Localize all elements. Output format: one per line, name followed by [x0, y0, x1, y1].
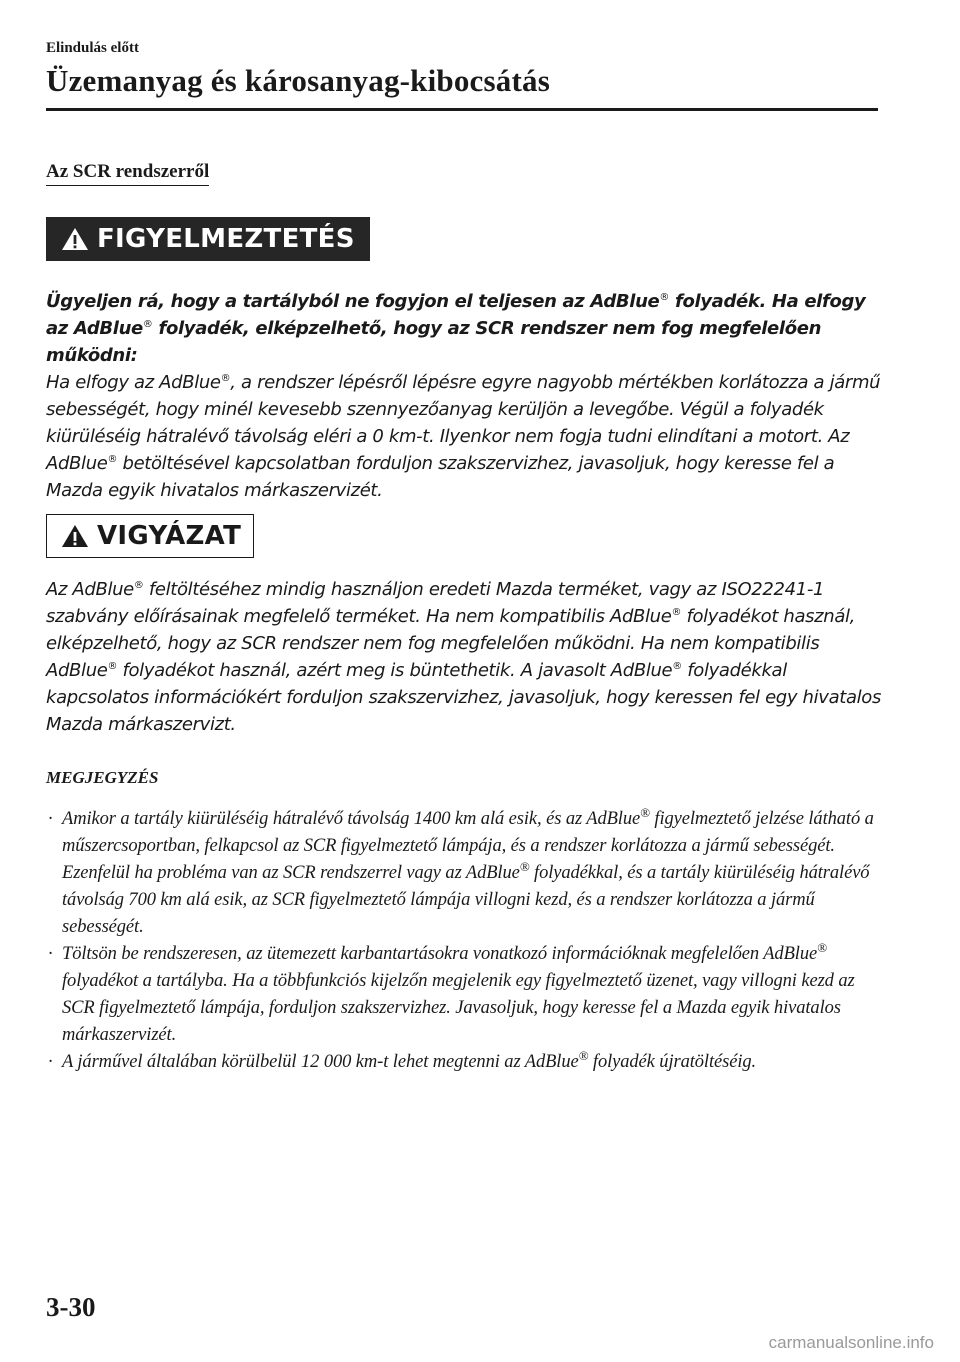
warning-text-3: betöltésével kapcsolatban forduljon szakszervizhez, javasoljuk, hogy keresse fel a Mazda egyik hivatalos márkaszervizét. [46, 453, 835, 501]
note-item-text: Amikor a tartály kiürüléséig hátralévő távolság 1400 km alá esik, és az AdBlue [62, 809, 641, 829]
registered-mark: ® [133, 580, 144, 591]
registered-mark: ® [107, 661, 118, 672]
registered-mark: ® [659, 292, 670, 303]
caution-text-1: Az AdBlue [46, 579, 134, 600]
note-item-text: folyadékot a tartályba. Ha a többfunkciós kijelzőn megjelenik egy figyelmeztető üzenet, vagy villogni kezd az SCR figyelmeztető lámpája, forduljon szakszervizhez. Javasoljuk, hogy keresse fel a Mazda egyik hivatalos márkaszervizét. [62, 971, 855, 1045]
subsection-title: Az SCR rendszerről [46, 161, 209, 186]
note-list [46, 806, 878, 1076]
registered-mark: ® [817, 939, 827, 955]
registered-mark: ® [142, 319, 153, 330]
warning-text [46, 288, 886, 504]
note-title: MEGJEGYZÉS [46, 768, 159, 787]
note-item-text: folyadék újratöltéséig. [588, 1052, 757, 1072]
page-header [46, 40, 878, 99]
page-number: 3-30 [46, 1292, 96, 1322]
list-item [46, 941, 878, 1049]
section-label: Elindulás előtt [46, 40, 139, 56]
note-item-text: folyadékkal, és a tartály kiürüléséig hátralévő távolság 700 km alá esik, az SCR figyelmeztető lámpája villogni kezd, és a rendszer korlátozza a jármű sebességét. [62, 863, 870, 937]
caution-text-2: feltöltéséhez mindig használjon eredeti Mazda terméket, vagy az ISO22241-1 szabvány előírásainak megfelelő terméket. Ha nem kompatibilis AdBlue [46, 579, 825, 627]
registered-mark: ® [107, 454, 118, 465]
bullet: · [48, 1052, 53, 1072]
bullet: · [48, 809, 53, 829]
page-title: Üzemanyag és károsanyag-kibocsátás [46, 63, 550, 98]
note-item-text: A járművel általában körülbelül 12 000 km-t lehet megtenni az AdBlue [62, 1052, 579, 1072]
registered-mark: ® [672, 661, 682, 672]
registered-mark: ® [671, 607, 682, 618]
header-divider [46, 108, 878, 111]
warning-label: FIGYELMEZTETÉS [97, 224, 355, 254]
registered-mark: ® [519, 858, 530, 874]
list-item [46, 806, 878, 941]
watermark: carmanualsonline.info [768, 1333, 934, 1352]
list-item [46, 1049, 878, 1076]
bullet: · [48, 944, 53, 964]
caution-text-3: folyadékot használ, elképzelhető, hogy az SCR rendszer nem fog megfelelően működni. Ha nem kompatibilis AdBlue [46, 606, 856, 681]
caution-label: VIGYÁZAT [97, 521, 242, 551]
registered-mark: ® [578, 1047, 589, 1063]
warning-banner [46, 217, 370, 261]
note-item-text: figyelmeztető jelzése látható a műszercsoportban, felkapcsol az SCR figyelmeztető lámpája, és a rendszer korlátozza a jármű sebességét. Ezenfelül ha probléma van az SCR rendszerrel vagy az AdBlue [62, 809, 874, 883]
warning-bold-3: folyadék, elképzelhető, hogy az SCR rendszer nem fog megfelelően működni: [46, 318, 822, 366]
registered-mark: ® [640, 804, 650, 820]
caution-text-4: folyadékot használ, azért meg is büntethetik. A javasolt AdBlue [117, 660, 673, 681]
warning-triangle-icon [61, 226, 89, 252]
caution-text [46, 576, 886, 738]
note-item-text: Töltsön be rendszeresen, az ütemezett karbantartásokra vonatkozó információknak megfelelően AdBlue [62, 944, 818, 964]
caution-banner [46, 514, 254, 558]
registered-mark: ® [220, 373, 231, 384]
warning-text-1: Ha elfogy az AdBlue [46, 372, 221, 393]
caution-text-5: folyadékkal kapcsolatos információkért forduljon szakszervizhez, javasoljuk, hogy keressen fel egy hivatalos Mazda márkaszervizt. [46, 660, 881, 735]
warning-bold-1: Ügyeljen rá, hogy a tartályból ne fogyjon el teljesen az AdBlue [46, 291, 660, 312]
warning-text-2: , a rendszer lépésről lépésre egyre nagyobb mértékben korlátozza a jármű sebességét, hogy minél kevesebb szennyezőanyag kerüljön a levegőbe. Végül a folyadék kiürüléséig hátralévő távolság eléri a 0 km-t. Ilyenkor nem fogja tudni elindítani a motort. Az AdBlue [46, 372, 881, 474]
warning-bold-2: folyadék. Ha elfogy az AdBlue [46, 291, 866, 339]
caution-triangle-icon [61, 523, 89, 549]
